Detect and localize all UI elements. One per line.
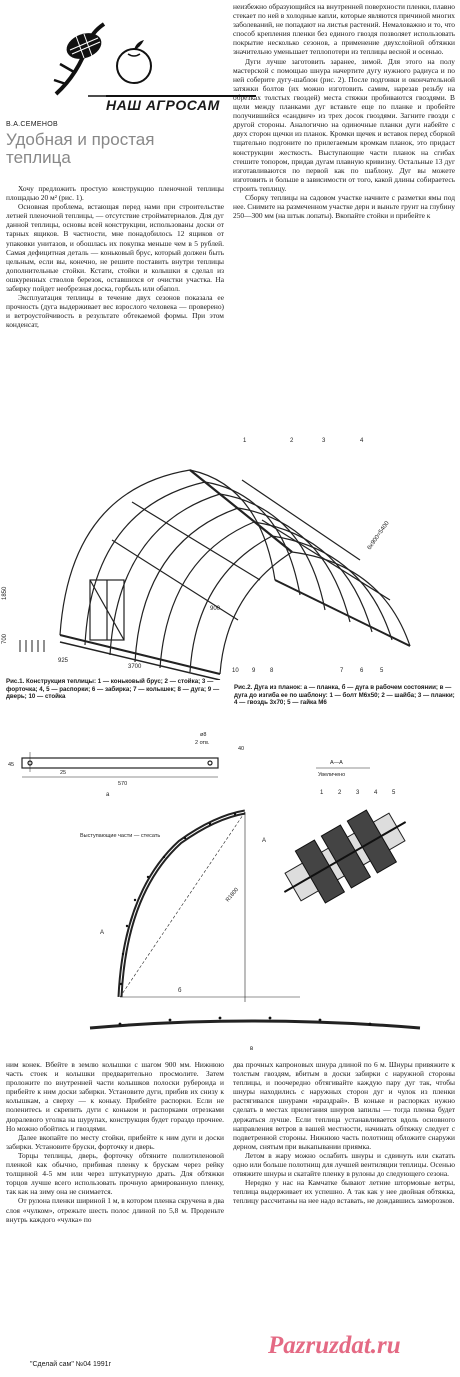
figure-1-greenhouse [0, 430, 460, 680]
fig1-callout-bottom: 9 [252, 668, 256, 674]
fig1-callout-top: 4 [360, 438, 364, 444]
paragraph: Далее вкопайте по месту стойки, прибейте к ним дуги и доски забирки. Установите бруски, форточку и дверь. [6, 1132, 224, 1151]
fig2-label-a: а [106, 792, 110, 798]
fig2-section: А—А [330, 760, 343, 766]
footer-source: "Сделай сам" №04 1991г [30, 1361, 112, 1368]
paragraph: Нередко у нас на Камчатке бывают летние штормовые ветры, теплица выдерживает их успешно. А так как у нее двойная обтяжка, теплицу рассчитаны на нее надо вставать, не дождавшись заморозков. [233, 1178, 455, 1206]
fig1-dim-height: 1850 [2, 586, 8, 600]
fig2-label-v: в [250, 1046, 254, 1052]
fig2-callout: 5 [392, 790, 396, 796]
author-name: В.А.СЕМЕНОВ [6, 121, 58, 128]
fig2-callout: 3 [356, 790, 360, 796]
fig1-dim-span: 6х900=5400 [366, 520, 391, 552]
fig1-callout-top: 3 [322, 438, 326, 444]
fig2-plank-a: 25 [60, 770, 67, 776]
paragraph: два прочных капроновых шнура длиной по 6 м. Шнуры привяжите к толстым гвоздям, вбитым в доски забирки с наружной стороны теплицы, и поочередно обтягивайте каждую пару дуг так, чтобы шнуры находились с наружных сторон дуг и чулок из пленки растягивался шнурами «враздрай». В коньке и распорках нужно сделать в местах прилегания шнуров запилы — тогда пленка будет держаться лучше. Если теплица устанавливается вдоль основного направления ветров в вашей местности, начинать обтяжку следует с подветренной стороны. Нижнюю часть полотнищ обложите снаружи дерном, снятым при выкапывании приямка. [233, 1060, 455, 1151]
paragraph: От рулона пленки шириной 1 м, в котором пленка скручена в два слоя «чулком», отрежьте шесть полос длиной по 5,8 м. Проденьте внутрь каждого «чулка» по [6, 1196, 224, 1224]
paragraph: Основная проблема, встающая перед нами при строительстве летней пленочной теплицы, — отсутствие стройматериалов. Для дуг данной теплицы, основы всей конструкции, использованы доски от тарных ящиков. В частности, мне понадобилось 12 ящиков от упаковки унитазов, и обошлась их покупка меньше чем в 5 рублей. Самая дефицитная деталь — коньковый брус, который должен быть цельным, если вы, конечно, не решите поставить внутри теплицы дополнительные стойки. Кстати, стойки и колышки я сделал из ошкуренных стволов березок, оставшихся от очистки участка. На забирку пойдет необрезная доска, горбыль или обапол. [6, 202, 224, 294]
article-title [6, 131, 226, 167]
fig2-callout: 1 [320, 790, 324, 796]
paragraph: Сборку теплицы на садовом участке начните с разметки ямы под нее. Снимите на размеченном участке дерн и выньте грунт на глубину 250—300 мм (на штык лопаты). Вкопайте стойки и прибейте к [233, 192, 455, 221]
article-title-line1: Удобная и простая [6, 130, 155, 149]
fig1-callout-bottom: 5 [380, 668, 384, 674]
fig1-callout-bottom: 10 [232, 668, 239, 674]
article-title-line2: теплица [6, 148, 71, 167]
left-column-text [6, 184, 224, 330]
fig1-callout-bottom: 6 [360, 668, 364, 674]
fig1-dim-base: 700 [2, 633, 8, 644]
bottom-left-text [6, 1060, 224, 1224]
fig2-section-sub: Увеличено [318, 772, 346, 778]
fig2-plank-length: 570 [118, 781, 128, 787]
fig2-plank-holes: 2 отв. [195, 740, 210, 746]
right-column-text [233, 2, 455, 220]
bottom-right-text [233, 1060, 455, 1206]
paragraph: Торцы теплицы, дверь, форточку обтяните полиэтиленовой пленкой как обычно, прибивая пленку к брускам через рейку толщиной 4-5 мм или через штукатурную драть. Для обтяжки торцов лучше всего использовать прочную армированную пленку, так как на зиму она не снимается. [6, 1150, 224, 1197]
fig1-dim-side: 925 [58, 658, 69, 664]
figure-2-caption: Рис.2. Дуга из планок: а — планка, б — дуга в рабочем состоянии; в — дуга до изгиба ее по шаблону: 1 — болт М6х50; 2 — шайба; 3 — планки; 4 — гвоздь 3х70; 5 — гайка М6 [234, 684, 455, 707]
fig1-callout-bottom: 8 [270, 668, 274, 674]
section-title: НАШ АГРОСАМ [106, 95, 256, 115]
fig2-radius: R1800 [224, 887, 240, 904]
fig1-dim-depth: 900 [210, 606, 221, 612]
paragraph: Хочу предложить простую конструкцию пленочной теплицы площадью 20 м² (рис. 1). [6, 184, 224, 203]
fig2-note: Выступающие части — стесать [80, 833, 161, 839]
fig1-callout-bottom: 7 [340, 668, 344, 674]
paragraph: Эксплуатация теплицы в течение двух сезонов показала ее прочность (дуга выдерживает вес взрослого человека — проверено) и ветроустойчивость в результате обтекаемой формы. При этом конденсат, [6, 293, 224, 330]
fig1-callout-top: 2 [290, 438, 294, 444]
paragraph: ним конек. Вбейте в землю колышки с шагом 900 мм. Нижнюю часть стоек и колышки предварительно просмолите. Затем проложите по внутренней части колышков полоски рубероида и прибейте к ним доски забирки. Установите дуги, прибив их снизу к колышкам, а сверху — к коньку. Прибейте распорки. Если не поленитесь и скрепить дуги с коньком и распорками отрезками дюралевого уголка на шурупах, конструкция будет гораздо прочнее. Но можно обойтись и гвоздями. [6, 1060, 224, 1133]
figure-2-arch [0, 722, 460, 1057]
fig2-label-A: А [100, 930, 105, 936]
fig2-callout: 4 [374, 790, 378, 796]
fig2-callout: 2 [338, 790, 342, 796]
fig2-plank-diameter: ø8 [200, 732, 207, 738]
paragraph: Летом в жару можно ослабить шнуры и сдвинуть или скатать одно или больше полотнищ для лучшей вентиляции теплицы. Осенью отвяжите шнуры и скатайте пленку в рулоны до следующего сезона. [233, 1150, 455, 1179]
fig1-callout-top: 1 [243, 438, 247, 444]
paragraph: Дуги лучше заготовить заранее, зимой. Для этого на полу мастерской с помощью шнура начертите дугу нужного радиуса и по ней соберите дугу-шаблон (рис. 2). После подгонки и окончательной затяжки болтов (их можно изготовить самим, нарезав резьбу на обрезках толстых гвоздей) места стяжки пробиваются гвоздями. В щели между планками дуг вставьте еще по планке и пробейте получившийся «сандвич» из трех досок гвоздями. Загните гвозди с другой стороны. Аналогично на одиночные планки дуги набейте с двух сторон щечки из планок. Кромки щечек и вставок перед сборкой тщательно подгоните по прилегаемым кромкам планок, это придаст конструкции жесткость. Выступающие части планок на сгибах стешите топором, придав дугам плавную кривизну. Остальные 13 дуг изготавливаются по первой как по шаблону. Дуг вы можете изготовить и больше в зависимости от того, какой длины собираетесь строить теплицу. [233, 56, 455, 193]
figure-1-caption: Рис.1. Конструкция теплицы: 1 — коньковый брус; 2 — стойка; 3 — форточка; 4, 5 — распорки; 6 — забирка; 7 — колышек; 8 — дуга; 9 — дверь; 10 — стойка [6, 678, 220, 701]
fig1-dim-length: 3700 [128, 664, 142, 670]
fig2-top-dim: 40 [238, 746, 245, 752]
watermark: Pazruzdat.ru [268, 1332, 401, 1359]
fig2-label-A: А [262, 838, 267, 844]
paragraph: неизбежно образующийся на внутренней поверхности пленки, плавно стекает по ней в холодные капли, которые являются причиной многих заболеваний, не попадают на листья растений. Немаловажно и то, что способ крепления пленки без единого гвоздя позволяет использовать покрытие несколько сезонов, а применение двухслойной обтяжки значительно уменьшает теплопотери из теплицы весной и осенью. [233, 2, 455, 57]
fig2-label-b: б [178, 988, 182, 994]
logo-illustration [48, 14, 166, 104]
fig2-plank-width: 45 [8, 762, 15, 768]
